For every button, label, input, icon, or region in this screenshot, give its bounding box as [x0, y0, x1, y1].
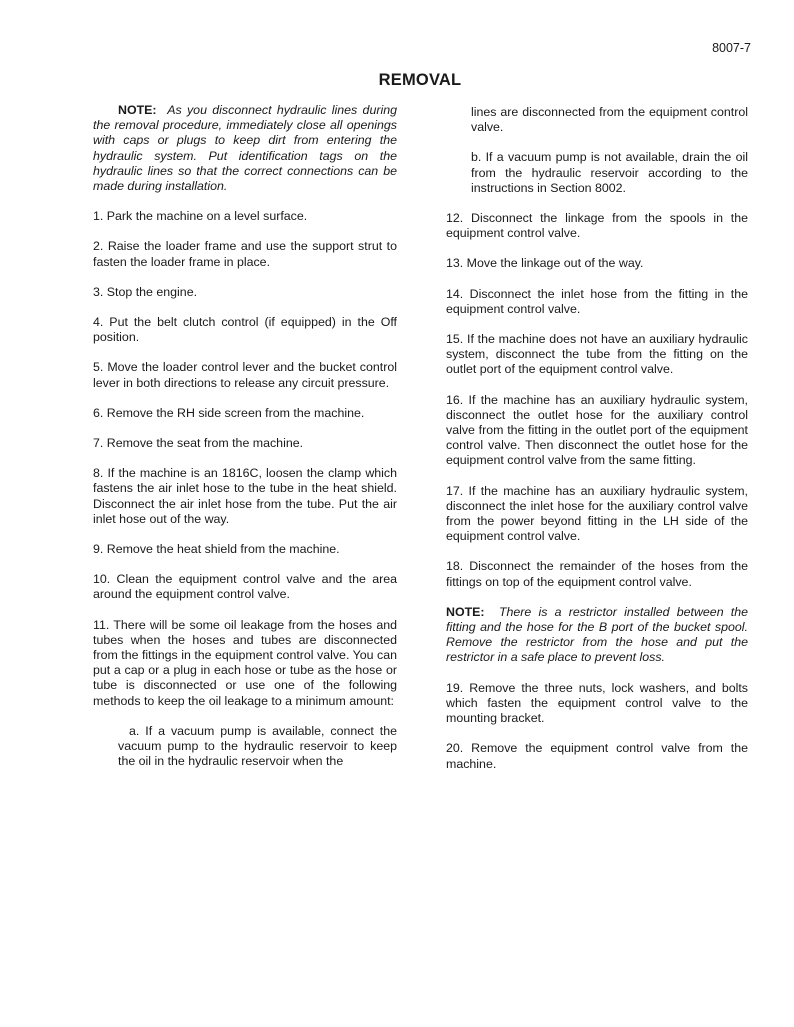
step-3: 3. Stop the engine.: [93, 284, 198, 299]
page-number: 8007-7: [712, 41, 751, 55]
step-12: 12. Disconnect the linkage from the spools in the equipment control valve.: [446, 211, 748, 241]
step-14: 14. Disconnect the inlet hose from the fitting in the equipment control valve.: [446, 286, 748, 316]
note-label-right: NOTE:: [446, 604, 485, 619]
step-1: 1. Park the machine on a level surface.: [93, 209, 308, 224]
note-paragraph: [93, 103, 397, 194]
step-7: 7. Remove the seat from the machine.: [93, 436, 304, 451]
step-17: 17. If the machine has an auxiliary hydraulic system, disconnect the inlet hose for the auxiliary control valve from the power beyond fitting in the LH side of the equipment control valve.: [446, 483, 748, 544]
step-5: 5. Move the loader control lever and the bucket control lever in both directions to release any circuit pressure.: [93, 360, 397, 390]
note-text-right: There is a restrictor installed between the fitting and the hose for the B port of the bucket spool. Remove the restrictor from the hose and put the restrictor in a safe place to prevent loss.: [446, 604, 748, 665]
substep-b: b. If a vacuum pump is not available, drain the oil from the hydraulic reservoir according to the instructions in Section 8002.: [471, 150, 748, 195]
right-column: [446, 105, 748, 787]
step-13: 13. Move the linkage out of the way.: [446, 256, 644, 271]
substep-a: a. If a vacuum pump is available, connect the vacuum pump to the hydraulic reservoir to keep the oil in the hydraulic reservoir when the: [118, 723, 397, 769]
substep-a-continued: lines are disconnected from the equipment control valve.: [471, 105, 748, 135]
note-paragraph-right: [446, 605, 748, 666]
step-20: 20. Remove the equipment control valve from the machine.: [446, 741, 748, 771]
step-6: 6. Remove the RH side screen from the machine.: [93, 405, 365, 420]
step-8: 8. If the machine is an 1816C, loosen the clamp which fastens the air inlet hose to the tube in the heat shield. Disconnect the air inlet hose from the tube. Put the air inlet hose out of the way.: [93, 466, 397, 526]
step-9: 9. Remove the heat shield from the machine.: [93, 542, 340, 557]
step-18: 18. Disconnect the remainder of the hoses from the fittings on top of the equipment control valve.: [446, 559, 748, 589]
note-text: As you disconnect hydraulic lines during the removal procedure, immediately close all openings with caps or plugs to keep dirt from entering the hydraulic system. Put identification tags on the hydraulic lines so that the correct connections can be made during installation.: [93, 103, 398, 194]
step-2: 2. Raise the loader frame and use the support strut to fasten the loader frame in place.: [93, 239, 397, 269]
step-15: 15. If the machine does not have an auxiliary hydraulic system, disconnect the tube from the fitting on the outlet port of the equipment control valve.: [446, 332, 748, 377]
page-title: REMOVAL: [378, 71, 462, 89]
step-4: 4. Put the belt clutch control (if equipped) in the Off position.: [93, 315, 397, 345]
note-label: NOTE:: [118, 103, 157, 117]
step-10: 10. Clean the equipment control valve and the area around the equipment control valve.: [93, 572, 397, 602]
left-column: [93, 103, 397, 785]
step-19: 19. Remove the three nuts, lock washers, and bolts which fasten the equipment control valve to the mounting bracket.: [446, 680, 748, 726]
step-11: 11. There will be some oil leakage from the hoses and tubes when the hoses and tubes are disconnected from the fittings in the equipment control valve. You can put a cap or a plug in each hose or tube as the hose or tube is disconnected or use one of the following methods to keep the oil leakage to a minimum amount:: [93, 617, 397, 708]
step-16: 16. If the machine has an auxiliary hydraulic system, disconnect the outlet hose for the auxiliary control valve from the fitting in the outlet port of the equipment control valve. Then disconnect the outlet hose for the equipment control valve from the same fitting.: [446, 392, 748, 468]
